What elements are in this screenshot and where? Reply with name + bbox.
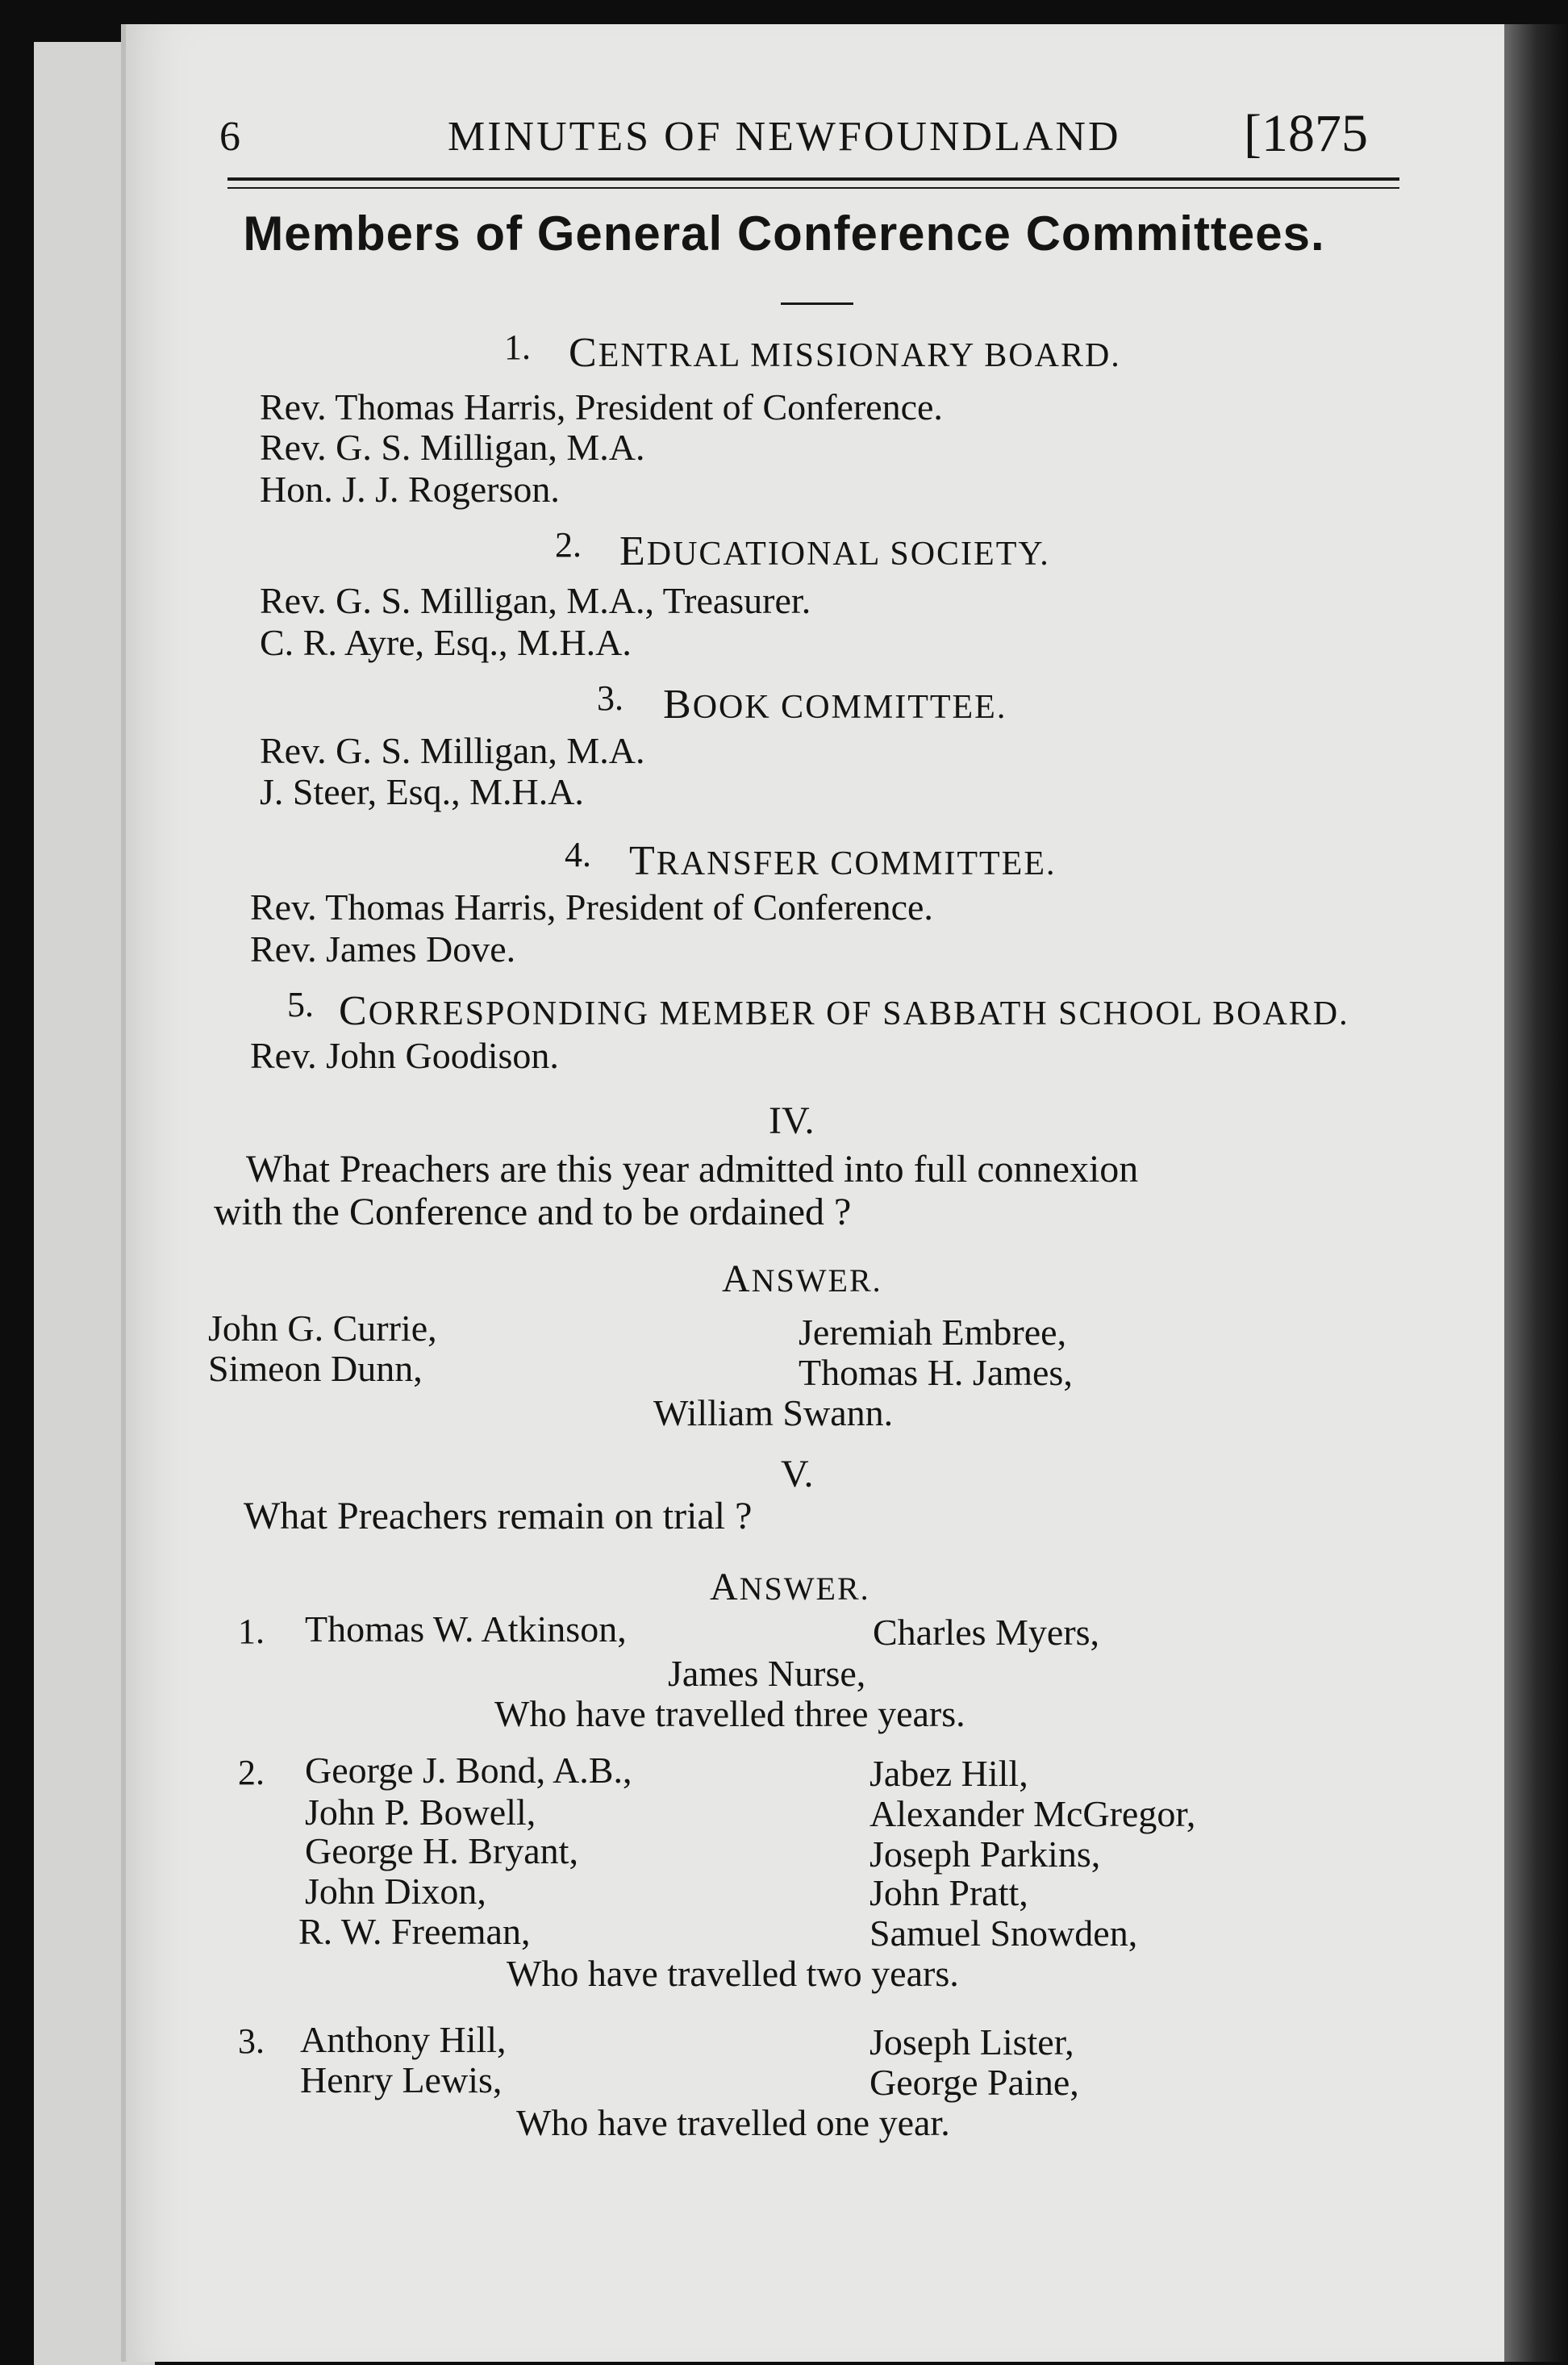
committee-title: CENTRAL MISSIONARY BOARD. xyxy=(569,330,1121,376)
committee-member: Rev. G. S. Milligan, M.A., Treasurer. xyxy=(260,580,811,621)
committee-member: Rev. Thomas Harris, President of Conference. xyxy=(250,886,933,928)
page-heading: Members of General Conference Committees. xyxy=(243,206,1325,261)
committee-number: 3. xyxy=(597,678,623,718)
answer-label: ANSWER. xyxy=(722,1258,882,1300)
preacher-name: William Swann. xyxy=(653,1392,894,1433)
page-number: 6 xyxy=(219,114,243,160)
answer-label: ANSWER. xyxy=(710,1566,870,1608)
committee-number: 4. xyxy=(565,835,591,874)
preacher-name: Henry Lewis, xyxy=(300,2059,503,2100)
travel-note: Who have travelled two years. xyxy=(507,1953,959,1994)
preacher-name: John Dixon, xyxy=(305,1871,486,1912)
committee-member: Hon. J. J. Rogerson. xyxy=(260,469,560,510)
committee-member: Rev. John Goodison. xyxy=(250,1035,559,1076)
group-number: 3. xyxy=(238,2021,265,2061)
preacher-name: John P. Bowell, xyxy=(305,1791,536,1833)
running-title: MINUTES OF NEWFOUNDLAND xyxy=(448,114,1121,160)
committee-title: EDUCATIONAL SOCIETY. xyxy=(619,528,1050,574)
preacher-name: Alexander McGregor, xyxy=(869,1793,1196,1834)
preacher-name: R. W. Freeman, xyxy=(298,1911,531,1952)
preacher-name: Joseph Parkins, xyxy=(869,1833,1101,1875)
preacher-name: John G. Currie, xyxy=(208,1308,437,1349)
preacher-name: Thomas H. James, xyxy=(799,1352,1073,1393)
book-spine-shadow xyxy=(1504,24,1568,2362)
preacher-name: George H. Bryant, xyxy=(305,1830,578,1871)
travel-note: Who have travelled one year. xyxy=(516,2102,950,2143)
question-iv-line2: with the Conference and to be ordained ? xyxy=(214,1191,852,1233)
preacher-name: Simeon Dunn, xyxy=(208,1348,423,1389)
preacher-name: Thomas W. Atkinson, xyxy=(305,1608,627,1650)
committee-title: TRANSFER COMMITTEE. xyxy=(629,838,1057,884)
preacher-name: Charles Myers, xyxy=(873,1612,1100,1653)
travel-note: Who have travelled three years. xyxy=(494,1693,965,1734)
running-year: [1875 xyxy=(1244,104,1368,163)
preacher-name: Anthony Hill, xyxy=(300,2019,507,2060)
group-number: 1. xyxy=(238,1612,265,1651)
committee-member: Rev. Thomas Harris, President of Conference. xyxy=(260,386,943,428)
committee-title: CORRESPONDING MEMBER OF SABBATH SCHOOL BOARD. xyxy=(339,988,1349,1034)
committee-number: 2. xyxy=(555,525,582,565)
preacher-name: George J. Bond, A.B., xyxy=(305,1750,632,1791)
preacher-name: Jeremiah Embree, xyxy=(799,1312,1067,1353)
question-iv-line1: What Preachers are this year admitted into full connexion xyxy=(246,1148,1139,1191)
preacher-name: John Pratt, xyxy=(869,1872,1028,1913)
heading-short-rule xyxy=(781,302,853,305)
preacher-name: George Paine, xyxy=(869,2062,1079,2103)
header-rule-thin xyxy=(227,187,1399,189)
section-numeral-iv: IV. xyxy=(769,1099,815,1142)
committee-member: Rev. G. S. Milligan, M.A. xyxy=(260,730,645,771)
committee-member: Rev. G. S. Milligan, M.A. xyxy=(260,427,645,468)
group-number: 2. xyxy=(238,1753,265,1792)
question-v: What Preachers remain on trial ? xyxy=(244,1495,753,1537)
section-numeral-v: V. xyxy=(781,1453,814,1495)
committee-member: J. Steer, Esq., M.H.A. xyxy=(260,771,584,812)
preacher-name: Joseph Lister, xyxy=(869,2021,1074,2063)
committee-number: 1. xyxy=(504,327,531,367)
preacher-name: Jabez Hill, xyxy=(869,1753,1028,1794)
committee-number: 5. xyxy=(287,985,314,1024)
preacher-name: James Nurse, xyxy=(668,1653,866,1694)
committee-member: Rev. James Dove. xyxy=(250,928,516,970)
header-rule-thick xyxy=(227,177,1399,181)
committee-title: BOOK COMMITTEE. xyxy=(663,682,1007,728)
committee-member: C. R. Ayre, Esq., M.H.A. xyxy=(260,622,632,663)
preacher-name: Samuel Snowden, xyxy=(869,1912,1138,1954)
